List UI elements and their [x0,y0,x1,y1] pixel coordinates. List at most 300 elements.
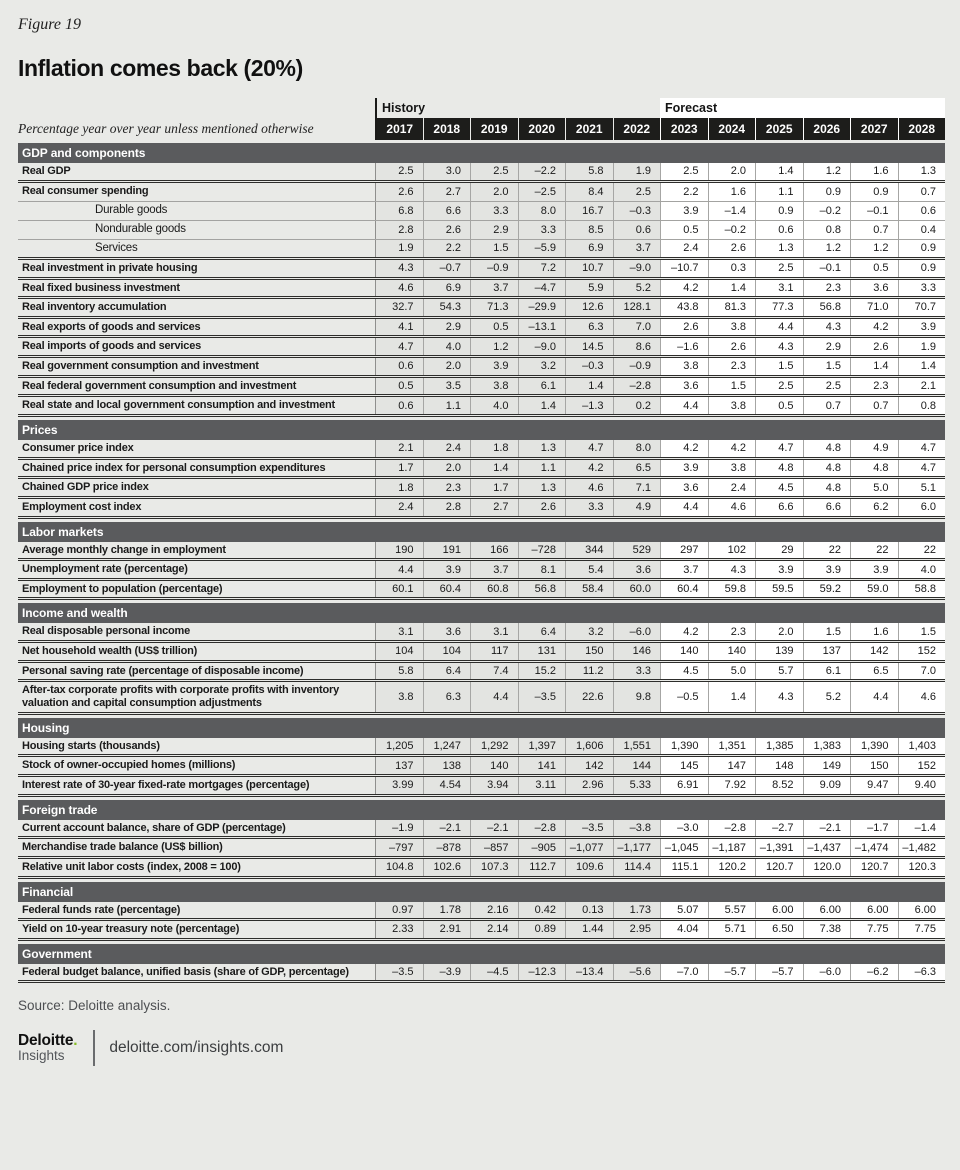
cell-value: 0.13 [565,902,613,919]
cell-value: 0.7 [850,397,898,414]
cell-value: 115.1 [660,859,708,876]
cell-value: 1.4 [518,397,566,414]
cell-value: 2.4 [375,499,423,516]
cell-value: 3.8 [708,397,756,414]
cell-value: 4.8 [850,460,898,477]
cell-value: 1.4 [708,280,756,297]
cell-value: 6.6 [755,499,803,516]
table-row [18,820,945,840]
cell-value: 1.8 [375,479,423,496]
cell-value: 1.2 [850,240,898,257]
cell-value: 0.5 [660,221,708,239]
cell-value: 56.8 [803,299,851,316]
cell-value: –1,045 [660,839,708,856]
cell-value: 1.1 [755,183,803,201]
cell-value: 3.6 [423,623,471,640]
cell-value: 2.9 [423,319,471,336]
cell-value: 1.3 [518,479,566,496]
section-header: Foreign trade [18,800,945,820]
cell-value: 145 [660,757,708,774]
cell-value: 8.6 [613,338,661,355]
cell-value: 2.5 [755,378,803,395]
cell-value: 3.3 [518,221,566,239]
cell-value: 1.3 [518,440,566,457]
cell-value: 9.8 [613,682,661,711]
cell-value: 120.7 [850,859,898,876]
cell-value: 2.0 [423,460,471,477]
cell-value: 149 [803,757,851,774]
row-label: Real disposable personal income [22,625,191,638]
cell-value: 1,551 [613,738,661,755]
cell-value: 4.3 [803,319,851,336]
cell-value: 6.91 [660,777,708,794]
cell-value: 4.8 [755,460,803,477]
cell-value: –0.9 [613,358,661,375]
cell-value: –3.9 [423,964,471,981]
cell-value: 152 [898,757,946,774]
cell-value: –2.8 [613,378,661,395]
cell-value: 6.00 [898,902,946,919]
cell-value: 8.1 [518,561,566,578]
section-header: Housing [18,718,945,738]
cell-value: 81.3 [708,299,756,316]
cell-value: 4.4 [470,682,518,711]
row-label: Unemployment rate (percentage) [22,563,188,576]
cell-value: –2.8 [518,820,566,837]
row-label: Chained price index for personal consumption expenditures [22,461,326,474]
row-label: Consumer price index [22,441,134,454]
cell-value: 4.1 [375,319,423,336]
cell-value: 142 [850,643,898,660]
cell-value: 59.5 [755,581,803,598]
cell-value: 141 [518,757,566,774]
cell-value: –3.8 [613,820,661,837]
row-label: Real GDP [22,165,71,177]
cell-value: 3.7 [470,561,518,578]
cell-value: 137 [803,643,851,660]
table-row [18,499,945,519]
cell-value: 2.8 [423,499,471,516]
year-column-header: 2022 [613,118,661,140]
cell-value: 22.6 [565,682,613,711]
cell-value: 2.4 [708,479,756,496]
cell-value: 6.6 [423,202,471,220]
cell-value: –2.7 [755,820,803,837]
cell-value: 60.4 [423,581,471,598]
table-row [18,682,945,714]
cell-value: 3.6 [613,561,661,578]
cell-value: 4.9 [613,499,661,516]
cell-value: 6.9 [565,240,613,257]
row-label: Personal saving rate (percentage of disposable income) [22,664,304,677]
cell-value: 2.3 [708,623,756,640]
cell-value: 128.1 [613,299,661,316]
cell-value: –10.7 [660,260,708,277]
cell-value: 8.52 [755,777,803,794]
cell-value: 6.0 [898,499,946,516]
cell-value: –6.3 [898,964,946,981]
cell-value: 11.2 [565,663,613,680]
cell-value: 2.7 [423,183,471,201]
cell-value: –1.9 [375,820,423,837]
cell-value: 60.4 [660,581,708,598]
cell-value: 120.0 [803,859,851,876]
cell-value: –3.5 [518,682,566,711]
cell-value: 5.2 [613,280,661,297]
cell-value: –797 [375,839,423,856]
cell-value: –5.6 [613,964,661,981]
cell-value: 4.3 [375,260,423,277]
cell-value: 4.4 [850,682,898,711]
row-label: Nondurable goods [95,223,186,236]
row-label: Yield on 10-year treasury note (percentage) [22,923,240,936]
cell-value: 0.5 [755,397,803,414]
cell-value: 1.5 [470,240,518,257]
cell-value: 4.2 [660,440,708,457]
cell-value: 1.4 [708,682,756,711]
cell-value: 29 [755,542,803,559]
cell-value: 9.09 [803,777,851,794]
cell-value: 4.3 [755,682,803,711]
cell-value: 147 [708,757,756,774]
cell-value: 137 [375,757,423,774]
cell-value: 120.7 [755,859,803,876]
row-label: Interest rate of 30-year fixed-rate mortgages (percentage) [22,778,310,791]
cell-value: 104 [375,643,423,660]
cell-value: 3.3 [470,202,518,220]
cell-value: 2.5 [660,163,708,180]
table-row [18,319,945,339]
table-row [18,460,945,480]
cell-value: 2.2 [423,240,471,257]
cell-value: 1.5 [755,358,803,375]
cell-value: 146 [613,643,661,660]
cell-value: –905 [518,839,566,856]
cell-value: 60.1 [375,581,423,598]
cell-value: 3.94 [470,777,518,794]
cell-value: 5.9 [565,280,613,297]
table-row [18,280,945,300]
cell-value: 1,390 [660,738,708,755]
cell-value: –9.0 [518,338,566,355]
cell-value: 102.6 [423,859,471,876]
cell-value: 4.2 [565,460,613,477]
year-column-header: 2023 [660,118,708,140]
cell-value: –0.5 [660,682,708,711]
cell-value: 4.4 [660,499,708,516]
cell-value: 139 [755,643,803,660]
cell-value: 2.9 [803,338,851,355]
cell-value: 2.9 [470,221,518,239]
cell-value: 2.0 [423,358,471,375]
cell-value: 1.4 [470,460,518,477]
cell-value: 4.0 [423,338,471,355]
cell-value: 6.5 [850,663,898,680]
section-header: Prices [18,420,945,440]
row-label: Real government consumption and investment [22,360,259,373]
table-row [18,859,945,879]
cell-value: 4.2 [708,440,756,457]
cell-value: 4.8 [803,479,851,496]
cell-value: –5.7 [708,964,756,981]
cell-value: 120.3 [898,859,946,876]
cell-value: 0.97 [375,902,423,919]
cell-value: –0.9 [470,260,518,277]
cell-value: 1.78 [423,902,471,919]
cell-value: 3.3 [613,663,661,680]
cell-value: 0.5 [470,319,518,336]
cell-value: 3.7 [660,561,708,578]
cell-value: 1.5 [803,623,851,640]
row-label: Real consumer spending [22,185,149,198]
cell-value: 4.6 [565,479,613,496]
table-row [18,202,945,221]
cell-value: 4.54 [423,777,471,794]
cell-value: 3.7 [613,240,661,257]
cell-value: 6.5 [613,460,661,477]
cell-value: 2.4 [423,440,471,457]
cell-value: 2.6 [423,221,471,239]
cell-value: 0.8 [803,221,851,239]
section-header: Financial [18,882,945,902]
cell-value: 2.5 [613,183,661,201]
table-row [18,338,945,358]
table-row [18,479,945,499]
table-row [18,440,945,460]
cell-value: –2.8 [708,820,756,837]
logo-deloitte: Deloitte. [18,1032,78,1050]
cell-value: 2.7 [470,499,518,516]
cell-value: 5.8 [565,163,613,180]
cell-value: 0.6 [898,202,946,220]
cell-value: –6.0 [803,964,851,981]
logo-green-dot: . [73,1032,78,1050]
cell-value: –2.1 [470,820,518,837]
cell-value: 297 [660,542,708,559]
cell-value: 144 [613,757,661,774]
cell-value: 6.3 [565,319,613,336]
cell-value: 6.6 [803,499,851,516]
cell-value: 6.3 [423,682,471,711]
cell-value: 5.33 [613,777,661,794]
cell-value: 4.5 [660,663,708,680]
cell-value: 3.9 [803,561,851,578]
cell-value: –1.6 [660,338,708,355]
cell-value: 22 [898,542,946,559]
cell-value: –1,077 [565,839,613,856]
row-label: Current account balance, share of GDP (percentage) [22,821,286,834]
cell-value: 2.5 [755,260,803,277]
cell-value: 2.3 [803,280,851,297]
cell-value: –1,437 [803,839,851,856]
cell-value: 2.1 [898,378,946,395]
cell-value: 4.8 [803,460,851,477]
cell-value: 0.89 [518,921,566,938]
cell-value: 1.3 [755,240,803,257]
row-label: Real exports of goods and services [22,320,201,333]
footer-divider [93,1030,95,1066]
cell-value: 1,205 [375,738,423,755]
table-row [18,542,945,562]
table-row [18,663,945,683]
cell-value: 0.42 [518,902,566,919]
cell-value: 140 [470,757,518,774]
cell-value: 3.6 [850,280,898,297]
cell-value: 0.3 [708,260,756,277]
cell-value: 0.2 [613,397,661,414]
cell-value: 6.4 [423,663,471,680]
cell-value: –0.1 [803,260,851,277]
cell-value: 2.6 [375,183,423,201]
year-column-header: 2024 [708,118,756,140]
cell-value: 10.7 [565,260,613,277]
cell-value: 0.7 [850,221,898,239]
table-row [18,299,945,319]
cell-value: 4.6 [898,682,946,711]
cell-value: 0.6 [375,358,423,375]
cell-value: 1.6 [708,183,756,201]
cell-value: 104 [423,643,471,660]
history-band: History [375,98,660,118]
cell-value: 0.7 [803,397,851,414]
cell-value: 22 [803,542,851,559]
table-row [18,581,945,601]
cell-value: 2.5 [375,163,423,180]
cell-value: 2.0 [470,183,518,201]
cell-value: 4.7 [375,338,423,355]
cell-value: 0.9 [898,240,946,257]
table-row [18,777,945,797]
logo-insights: Insights [18,1048,65,1064]
cell-value: 3.5 [423,378,471,395]
cell-value: 0.6 [613,221,661,239]
cell-value: 9.40 [898,777,946,794]
cell-value: 2.3 [423,479,471,496]
cell-value: –2.1 [423,820,471,837]
cell-value: 1,397 [518,738,566,755]
cell-value: 7.75 [898,921,946,938]
cell-value: 3.9 [423,561,471,578]
row-label: Services [95,241,138,254]
row-label: Net household wealth (US$ trillion) [22,645,198,658]
cell-value: 1.1 [518,460,566,477]
table-row [18,240,945,260]
cell-value: 15.2 [518,663,566,680]
cell-value: 3.3 [565,499,613,516]
cell-value: –2.1 [803,820,851,837]
cell-value: 8.0 [518,202,566,220]
cell-value: 2.95 [613,921,661,938]
cell-value: 6.50 [755,921,803,938]
cell-value: 1,292 [470,738,518,755]
cell-value: –1.4 [898,820,946,837]
table-row [18,378,945,398]
cell-value: 6.1 [803,663,851,680]
cell-value: –9.0 [613,260,661,277]
cell-value: –1,482 [898,839,946,856]
table-row [18,260,945,280]
cell-value: 5.71 [708,921,756,938]
cell-value: 1.6 [850,623,898,640]
forecast-table [18,98,945,983]
cell-value: –0.7 [423,260,471,277]
cell-value: 104.8 [375,859,423,876]
cell-value: 0.4 [898,221,946,239]
row-label: Real state and local government consumption and investment [22,399,335,412]
cell-value: 117 [470,643,518,660]
year-column-header: 2017 [375,118,423,140]
cell-value: 8.0 [613,440,661,457]
cell-value: 7.1 [613,479,661,496]
cell-value: 2.16 [470,902,518,919]
page-title: Inflation comes back (20%) [18,55,303,81]
cell-value: 4.3 [708,561,756,578]
footer-link[interactable]: deloitte.com/insights.com [109,1039,284,1057]
cell-value: 3.2 [565,623,613,640]
cell-value: 131 [518,643,566,660]
row-label: Stock of owner-occupied homes (millions) [22,759,236,772]
cell-value: 1.2 [803,163,851,180]
cell-value: 4.9 [850,440,898,457]
cell-value: 2.1 [375,440,423,457]
cell-value: 1.1 [423,397,471,414]
cell-value: –3.5 [565,820,613,837]
cell-value: 2.4 [660,240,708,257]
cell-value: 0.9 [755,202,803,220]
row-label: Average monthly change in employment [22,543,226,556]
cell-value: 1.8 [470,440,518,457]
row-label: Merchandise trade balance (US$ billion) [22,841,223,854]
cell-value: 71.0 [850,299,898,316]
cell-value: –1,391 [755,839,803,856]
cell-value: –6.2 [850,964,898,981]
cell-value: 5.0 [708,663,756,680]
cell-value: 3.9 [470,358,518,375]
cell-value: 3.8 [708,319,756,336]
year-column-header: 2026 [803,118,851,140]
row-label: Real fixed business investment [22,281,180,294]
year-column-header: 2021 [565,118,613,140]
cell-value: 150 [565,643,613,660]
cell-value: –0.3 [613,202,661,220]
cell-value: 107.3 [470,859,518,876]
cell-value: 1.6 [850,163,898,180]
cell-value: 0.8 [898,397,946,414]
cell-value: 6.00 [850,902,898,919]
table-row [18,163,945,183]
year-column-header: 2018 [423,118,471,140]
cell-value: –1,187 [708,839,756,856]
table-row [18,221,945,240]
cell-value: 344 [565,542,613,559]
cell-value: 1.4 [850,358,898,375]
cell-value: 4.6 [375,280,423,297]
table-row [18,561,945,581]
cell-value: 4.4 [375,561,423,578]
row-label: Real inventory accumulation [22,301,167,314]
cell-value: 109.6 [565,859,613,876]
cell-value: 6.00 [803,902,851,919]
cell-value: 60.8 [470,581,518,598]
cell-value: 142 [565,757,613,774]
cell-value: 59.0 [850,581,898,598]
cell-value: 4.7 [898,440,946,457]
cell-value: 191 [423,542,471,559]
cell-value: 59.2 [803,581,851,598]
cell-value: 5.2 [803,682,851,711]
cell-value: –7.0 [660,964,708,981]
cell-value: 32.7 [375,299,423,316]
